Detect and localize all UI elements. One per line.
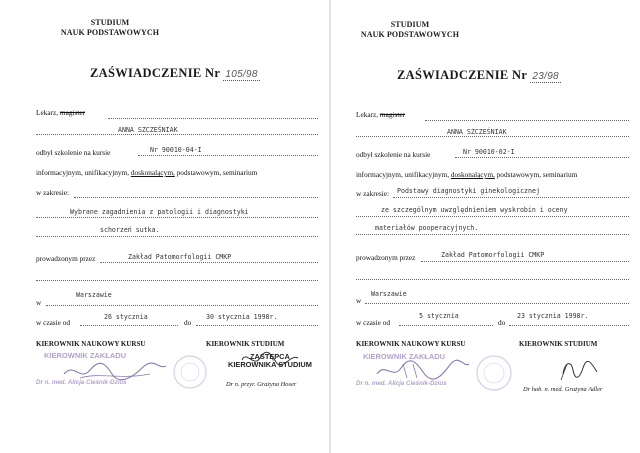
place-label: w [36,298,42,307]
course-label: odbył szkolenie na kursie [356,150,431,159]
institution-line1: STUDIUM [390,20,430,29]
round-seal [172,354,208,390]
course-number: Nr 90010-04-I [150,146,202,154]
date-to: 23 stycznia 1998r. [517,312,589,320]
course-types-row [356,170,577,179]
doctor-label-row [356,110,405,119]
place-label: w [356,296,362,305]
dotted-line [108,118,318,119]
to-label: do [184,318,192,327]
dotted-line [509,325,629,326]
dotted-line [36,236,318,237]
institution-line2: NAUK PODSTAWOWYCH [60,28,160,37]
date-from: 5 stycznia [419,312,459,320]
place: Warszawie [371,290,407,298]
conducted-label: prowadzonym przez [356,253,416,262]
participant-name: ANNA SZCZEŚNIAK [118,126,178,134]
dotted-line [399,325,493,326]
dotted-line [36,134,318,135]
dotted-line [356,234,629,235]
certificate-number: 23/98 [532,71,559,82]
dotted-line [196,325,318,326]
course-label: odbył szkolenie na kursie [36,148,111,157]
date-to: 30 stycznia 1998r. [206,313,278,321]
conducted-by: Zakład Patomorfologii CMKP [441,251,545,259]
dotted-line [425,120,629,121]
certificate-title [90,66,260,81]
course-types-suffix: podstawowym, seminarium [176,168,258,177]
dotted-line [455,157,629,158]
deputy-stamp-line2: KIEROWNIKA STUDIUM [228,360,312,369]
dotted-line [365,303,629,304]
dotted-line [393,197,629,198]
doctor-label: Lekarz, [36,108,59,117]
institution-header [40,18,180,38]
study-head-label: KIEROWNIK STUDIUM [519,340,598,348]
doctor-label: Lekarz, [356,110,379,119]
topic-line2: schorzeń sutka. [100,226,160,234]
institution-line2: NAUK PODSTAWOWYCH [360,30,460,39]
course-types-prefix: informacyjnym, unifikacyjnym, [356,170,450,179]
conducted-by: Zakład Patomorfologii CMKP [128,253,232,261]
date-from: 26 stycznia [104,313,148,321]
dotted-line [356,136,629,137]
dotted-line [36,217,318,218]
deputy-stamp-line1: ZASTĘPCA [250,352,290,361]
dotted-line [36,280,318,281]
title-text: ZAŚWIADCZENIE Nr [397,68,527,82]
certificate-right [331,0,640,453]
doctor-degree: magister [59,108,86,117]
topic-label: w zakresie: [356,189,390,198]
participant-name: ANNA SZCZEŚNIAK [447,128,507,136]
conducted-label: prowadzonym przez [36,254,96,263]
dotted-line [46,305,318,306]
topic-label: w zakresie: [36,188,70,197]
time-label: w czasie od [356,318,391,327]
time-label: w czasie od [36,318,71,327]
study-head-name: Dr n. przyr. Grażyna Hoser [226,381,297,388]
dotted-line [356,279,629,280]
course-head-name: Dr n. med. Alicja Cieśnik-Dzius [36,379,127,386]
title-text: ZAŚWIADCZENIE Nr [90,66,220,80]
certificate-number: 105/98 [225,69,258,80]
topic-line3: materiałów pooperacyjnych. [375,224,479,232]
course-types-row [36,168,257,177]
study-head-label: KIEROWNIK STUDIUM [206,340,285,348]
course-types-suffix: podstawowym, seminarium [496,170,578,179]
dotted-line [100,262,318,263]
dotted-line [80,325,178,326]
topic-line1: Podstawy diagnostyki ginekologicznej [397,187,540,195]
study-head-signature [236,348,306,370]
institution-header [345,20,475,40]
dotted-line [421,261,629,262]
dotted-line [356,216,629,217]
course-type-selected: doskonalącym, [130,168,175,177]
study-head-signature [557,356,603,384]
dotted-line [74,197,318,198]
course-head-label: KIEROWNIK NAUKOWY KURSU [356,340,466,348]
place: Warszawie [76,291,112,299]
doctor-degree: magister [379,110,406,119]
topic-line2: ze szczególnym uwzględnieniem wyskrobin i oceny [381,206,568,214]
doctor-label-row [36,108,85,117]
to-label: do [498,318,506,327]
course-head-name: Dr n. med. Alicja Cieśnik-Dzius [356,380,447,387]
course-types-prefix: informacyjnym, unifikacyjnym, [36,168,130,177]
course-head-stamp: KIEROWNIK ZAKŁADU [363,352,446,361]
institution-line1: STUDIUM [90,18,130,27]
course-number: Nr 90010-02-I [463,148,515,156]
course-head-label: KIEROWNIK NAUKOWY KURSU [36,340,146,348]
dotted-line [138,155,318,156]
certificate-title [397,68,561,83]
study-head-name: Dr hab. n. med. Grażyna Adler [523,386,603,393]
round-seal [475,354,513,392]
course-type-selected: doskonalącym, [450,170,495,179]
course-head-stamp: KIEROWNIK ZAKŁADU [44,351,127,360]
topic-line1: Wybrane zagadnienia z patologii i diagnostyki [70,208,249,216]
